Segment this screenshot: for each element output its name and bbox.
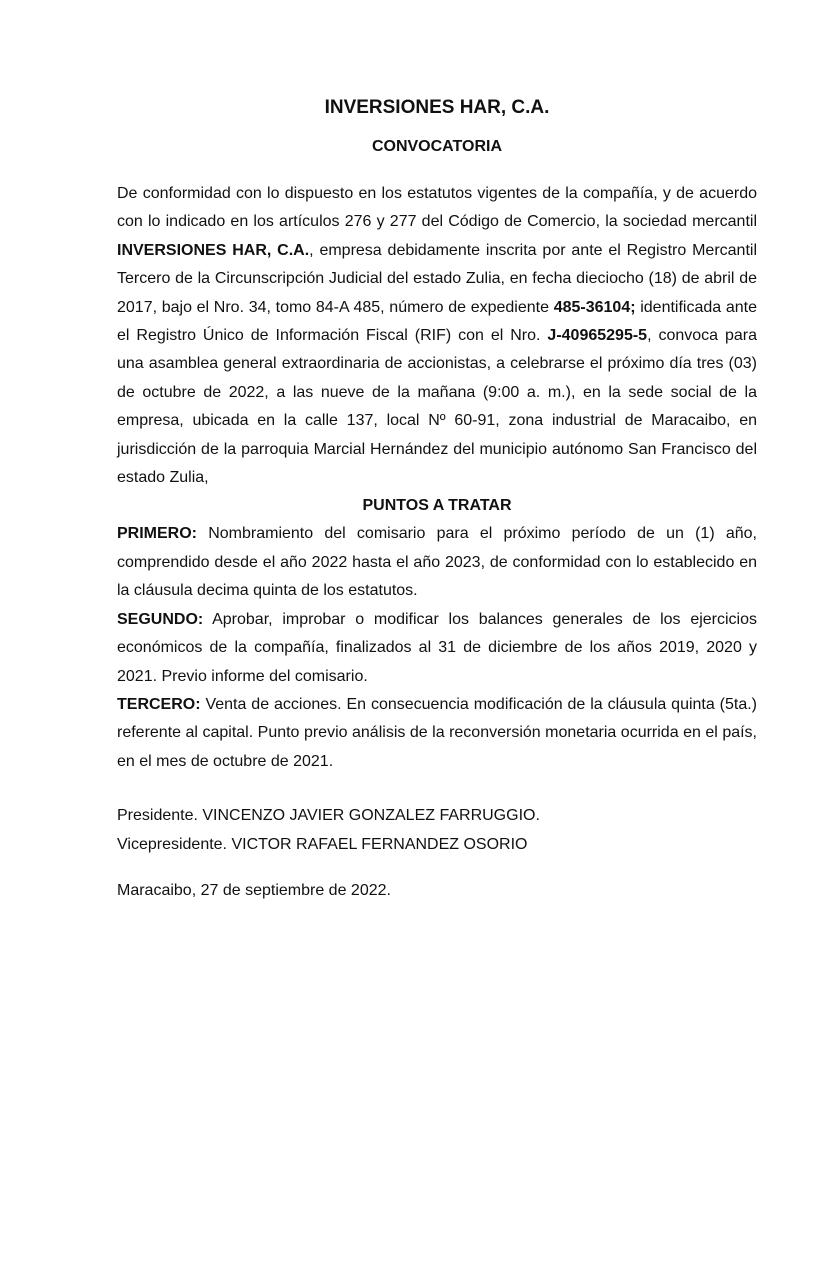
intro-text-2: , empresa debidamente inscrita por ante el Registro Mercantil Tercero de la Circunscripción Judicial del estado Zulia, en fecha dieciocho (18) de abril de 2017, bajo el Nro. 34, tomo 84-A 485, número de expediente (117, 241, 757, 316)
document-page (117, 96, 757, 905)
intro-text-4: , convoca para una asamblea general extraordinaria de accionistas, a celebrarse el próximo día tres (03) de octubre de 2022, a las nueve de la mañana (9:00 a. m.), en la sede social de la empresa, ubicada en la calle 137, local Nº 60-91, zona industrial de Maracaibo, en jurisdicción de la parroquia Marcial Hernández del municipio autónomo San Francisco del estado Zulia, (117, 327, 758, 487)
rif-number: J-40965295-5 (547, 327, 648, 345)
intro-text-1: De conformidad con lo dispuesto en los estatutos vigentes de la compañía, y de acuerdo con lo indicado en los artículos 276 y 277 del Código de Comercio, la sociedad mercantil (117, 185, 757, 231)
intro-paragraph (117, 180, 757, 492)
agenda-item-primero (117, 520, 757, 605)
agenda-item-label: TERCERO: (117, 695, 201, 713)
agenda-heading: PUNTOS A TRATAR (362, 497, 512, 515)
agenda-item-text: Venta de acciones. En consecuencia modificación de la cláusula quinta (5ta.) referente al capital. Punto previo análisis de la reconversión monetaria ocurrida en el país, en el mes de octubre de 2021. (117, 695, 757, 770)
company-name-bold: INVERSIONES HAR, C.A. (117, 241, 310, 259)
agenda-item-tercero (117, 691, 757, 776)
signature-block (117, 802, 757, 859)
agenda-item-label: SEGUNDO: (117, 610, 204, 628)
agenda-item-text: Nombramiento del comisario para el próximo período de un (1) año, comprendido desde el año 2022 hasta el año 2023, de conformidad con lo establecido en la cláusula decima quinta de los estatutos. (117, 525, 757, 600)
intro-text-3: identificada ante el Registro Único de Información Fiscal (RIF) con el Nro. (117, 298, 757, 345)
company-title: INVERSIONES HAR, C.A. (324, 97, 550, 118)
president-line: Presidente. VINCENZO JAVIER GONZALEZ FARRUGGIO. (117, 807, 540, 825)
place-date: Maracaibo, 27 de septiembre de 2022. (117, 882, 391, 900)
notice-heading: CONVOCATORIA (371, 138, 503, 155)
agenda-item-text: Aprobar, improbar o modificar los balances generales de los ejercicios económicos de la compañía, finalizados al 31 de diciembre de los años 2019, 2020 y 2021. Previo informe del comisario. (117, 610, 757, 685)
agenda-item-segundo (117, 606, 757, 691)
agenda-item-label: PRIMERO: (117, 525, 197, 543)
expediente-number: 485-36104; (553, 298, 636, 316)
vice-president-line: Vicepresidente. VICTOR RAFAEL FERNANDEZ OSORIO (117, 835, 528, 853)
